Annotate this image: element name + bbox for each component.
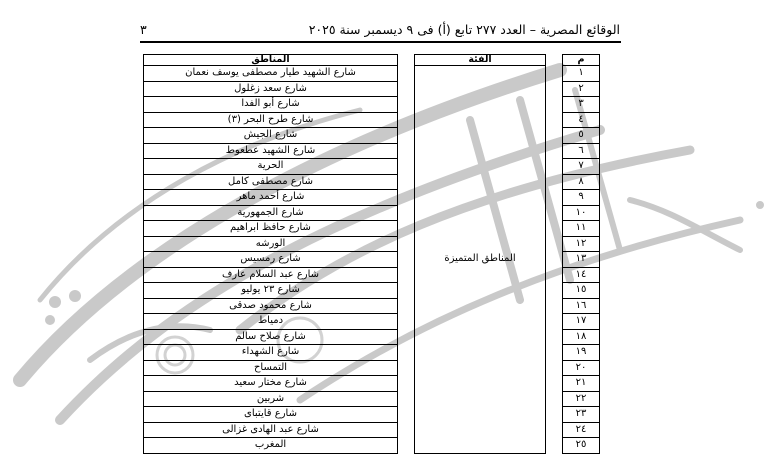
area-name: شارع ٢٣ يوليو (144, 283, 398, 299)
area-name: شارع محمود صدقى (144, 298, 398, 314)
column-gap (398, 81, 415, 97)
row-number: ٣ (563, 97, 600, 113)
area-name: التمساح (144, 360, 398, 376)
column-gap (546, 283, 563, 299)
area-name: شارع الجمهورية (144, 205, 398, 221)
row-number: ٢٠ (563, 360, 600, 376)
row-number: ٢٤ (563, 422, 600, 438)
column-gap (546, 298, 563, 314)
area-name: شارع صلاح سالم (144, 329, 398, 345)
row-number: ١٢ (563, 236, 600, 252)
row-number: ٥ (563, 128, 600, 144)
column-gap (546, 81, 563, 97)
row-number: ٨ (563, 174, 600, 190)
column-gap (546, 55, 563, 66)
area-name: شارع الشهيد طيار مصطفى يوسف نعمان (144, 66, 398, 82)
column-gap (546, 422, 563, 438)
area-name: شارع عبد السلام عارف (144, 267, 398, 283)
area-name: شارع الجيش (144, 128, 398, 144)
area-name: شارع حافظ ابراهيم (144, 221, 398, 237)
area-name: شارع عبد الهادى غزالى (144, 422, 398, 438)
column-gap (546, 174, 563, 190)
row-number: ١٦ (563, 298, 600, 314)
column-gap (546, 252, 563, 268)
row-number: ١٣ (563, 252, 600, 268)
row-number: ١٥ (563, 283, 600, 299)
row-number: ١ (563, 66, 600, 82)
column-gap (398, 174, 415, 190)
column-gap (398, 345, 415, 361)
column-gap (546, 205, 563, 221)
column-gap (546, 438, 563, 454)
table-header-row (144, 55, 600, 66)
column-gap (546, 376, 563, 392)
area-name: شارع الشهداء (144, 345, 398, 361)
column-gap (546, 345, 563, 361)
area-name: شارع قايتباى (144, 407, 398, 423)
row-number: ٧ (563, 159, 600, 175)
column-gap (398, 159, 415, 175)
category-cell: المناطق المتميزة (415, 66, 546, 454)
column-gap (546, 407, 563, 423)
row-number: ٤ (563, 112, 600, 128)
column-gap (398, 205, 415, 221)
column-gap (398, 314, 415, 330)
row-number: ١٠ (563, 205, 600, 221)
area-name: الحرية (144, 159, 398, 175)
column-gap (546, 236, 563, 252)
page-header (140, 22, 620, 38)
column-gap (546, 66, 563, 82)
row-number: ١٨ (563, 329, 600, 345)
column-gap (398, 298, 415, 314)
column-gap (546, 159, 563, 175)
area-name: دمياط (144, 314, 398, 330)
row-number: ٢٣ (563, 407, 600, 423)
area-name: شارع رمسيس (144, 252, 398, 268)
column-gap (398, 267, 415, 283)
table-row (144, 66, 600, 82)
row-number: ١٩ (563, 345, 600, 361)
column-header-num: م (563, 55, 600, 66)
column-gap (398, 422, 415, 438)
column-gap (398, 329, 415, 345)
column-gap (398, 360, 415, 376)
column-gap (398, 236, 415, 252)
column-header-category: الفئة (415, 55, 546, 66)
area-name: شارع مختار سعيد (144, 376, 398, 392)
row-number: ٩ (563, 190, 600, 206)
column-gap (398, 97, 415, 113)
column-gap (398, 391, 415, 407)
row-number: ١١ (563, 221, 600, 237)
column-gap (398, 407, 415, 423)
row-number: ١٧ (563, 314, 600, 330)
column-gap (398, 252, 415, 268)
row-number: ٢١ (563, 376, 600, 392)
area-name: شارع أحمد ماهر (144, 190, 398, 206)
column-gap (398, 438, 415, 454)
area-name: شارع طرح البحر (٣) (144, 112, 398, 128)
header-title: الوقائع المصرية – العدد ٢٧٧ تابع (أ) فى ٩ ديسمبر سنة ٢٠٢٥ (308, 22, 620, 37)
area-name: شارع سعد زغلول (144, 81, 398, 97)
column-header-areas: المناطق (144, 55, 398, 66)
row-number: ٦ (563, 143, 600, 159)
header-rule (140, 41, 621, 43)
column-gap (546, 128, 563, 144)
column-gap (546, 329, 563, 345)
column-gap (546, 97, 563, 113)
column-gap (398, 283, 415, 299)
area-name: شارع الشهيد عطعوط (144, 143, 398, 159)
row-number: ٢٢ (563, 391, 600, 407)
column-gap (398, 55, 415, 66)
column-gap (398, 112, 415, 128)
column-gap (398, 128, 415, 144)
row-number: ٢ (563, 81, 600, 97)
page-number: ٣ (140, 22, 147, 37)
area-name: شارع أبو الفدا (144, 97, 398, 113)
column-gap (546, 391, 563, 407)
area-name: المغرب (144, 438, 398, 454)
column-gap (546, 112, 563, 128)
column-gap (546, 314, 563, 330)
column-gap (546, 143, 563, 159)
column-gap (398, 66, 415, 82)
column-gap (546, 267, 563, 283)
area-name: شارع مصطفى كامل (144, 174, 398, 190)
column-gap (398, 143, 415, 159)
area-name: شربين (144, 391, 398, 407)
row-number: ٢٥ (563, 438, 600, 454)
column-gap (398, 376, 415, 392)
column-gap (398, 190, 415, 206)
column-gap (546, 190, 563, 206)
column-gap (546, 360, 563, 376)
row-number: ١٤ (563, 267, 600, 283)
column-gap (546, 221, 563, 237)
areas-table (143, 54, 600, 454)
column-gap (398, 221, 415, 237)
area-name: الورشه (144, 236, 398, 252)
